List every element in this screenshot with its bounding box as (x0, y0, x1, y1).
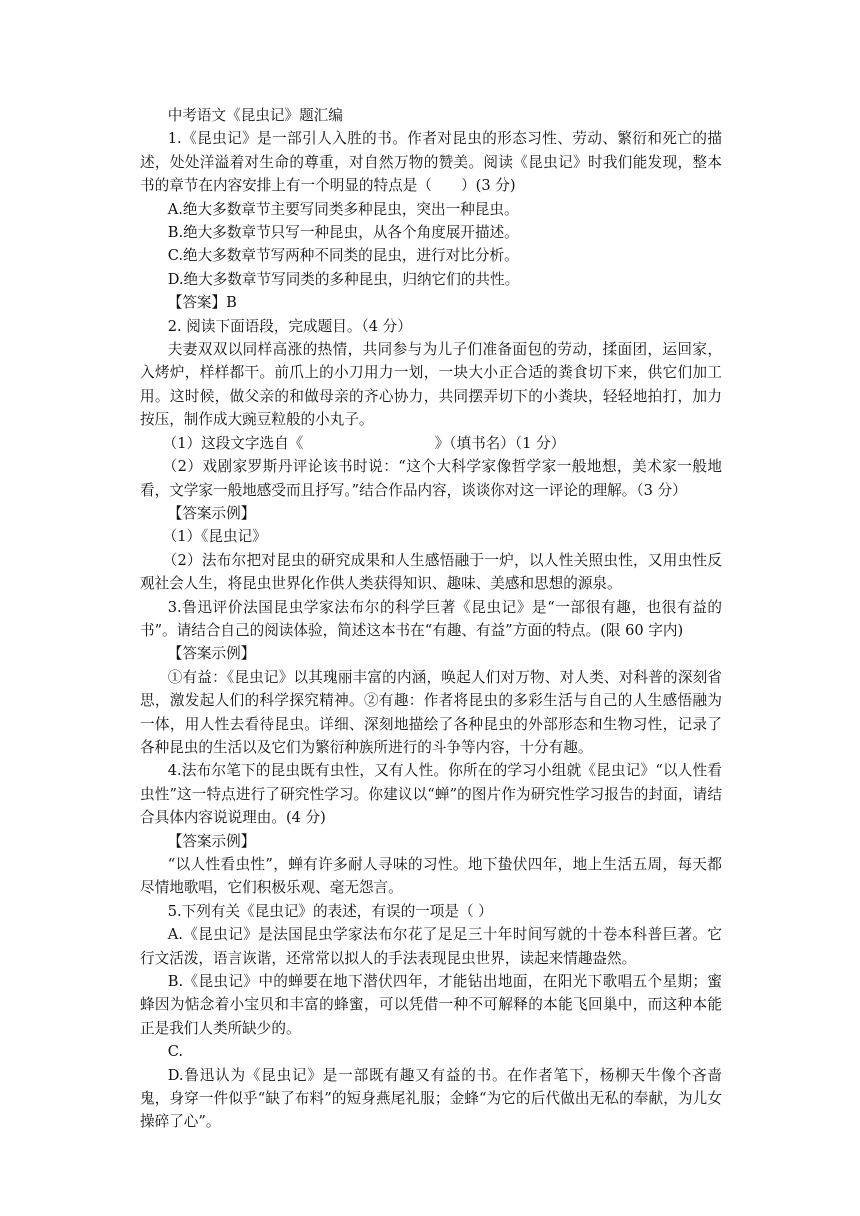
question-4-stem: 4.法布尔笔下的昆虫既有虫性，又有人性。你所在的学习小组就《昆虫记》“以人性看虫性”这一特点进行了研究性学习。你建议以“蝉”的图片作为研究性学习报告的封面，请结合具体内容说说理由。(4 分) (140, 762, 722, 827)
question-5-option-a: A.《昆虫记》是法国昆虫学家法布尔花了足足三十年时间写就的十卷本科普巨著。它行文活泼，语言诙谐，还常常以拟人的手法表现昆虫世界，读起来情趣盎然。 (140, 926, 722, 967)
document-body (140, 104, 722, 1134)
question-5-stem: 5.下列有关《昆虫记》的表述，有误的一项是（ ） (167, 902, 493, 920)
question-2-answer-label: 【答案示例】 (167, 504, 256, 522)
question-2-passage: 夫妻双双以同样高涨的热情，共同参与为儿子们准备面包的劳动，揉面团，运回家，入烤炉，样样都干。前爪上的小刀用力一划，一块大小正合适的粪食切下来，供它们加工用。这时候，做父亲的和做母亲的齐心协力，共同摆弄切下的小粪块，轻轻地拍打，加力按压，制作成大豌豆粒般的小丸子。 (140, 341, 722, 429)
question-3-stem: 3.鲁迅评价法国昆虫学家法布尔的科学巨著《昆虫记》是“一部很有趣，也很有益的书”。请结合自己的阅读体验，简述这本书在“有趣、有益”方面的特点。(限 60 字内) (140, 598, 722, 639)
question-2-sub-1: （1）这段文字选自《 》（填书名）（1 分） (162, 434, 566, 452)
question-2-sub-2: （2）戏剧家罗斯丹评论该书时说：“这个大科学家像哲学家一般地想，美术家一般地看，文学家一般地感受而且抒写。”结合作品内容，谈谈你对这一评论的理解。（3 分） (140, 458, 722, 499)
question-1-answer: 【答案】B (167, 294, 237, 312)
question-3-answer-label: 【答案示例】 (167, 645, 256, 663)
question-5-option-b: B.《昆虫记》中的蝉要在地下潜伏四年，才能钻出地面，在阳光下歌唱五个星期；蜜蜂因为惦念着小宝贝和丰富的蜂蜜，可以凭借一种不可解释的本能飞回巢中，而这种本能正是我们人类所缺少的。 (140, 973, 722, 1037)
question-4-answer: “以人性看虫性”，蝉有许多耐人寻味的习性。地下蛰伏四年，地上生活五周，每天都尽情地歌唱，它们积极乐观、毫无怨言。 (140, 856, 722, 897)
question-5-option-c: C. (167, 1043, 184, 1061)
question-2-stem: 2. 阅读下面语段，完成题目。（4 分） (167, 317, 412, 335)
question-1-option-b: B.绝大多数章节只写一种昆虫，从各个角度展开描述。 (167, 224, 519, 242)
question-1-stem: 1.《昆虫记》是一部引人入胜的书。作者对昆虫的形态习性、劳动、繁衍和死亡的描述，处处洋溢着对生命的尊重，对自然万物的赞美。阅读《昆虫记》时我们能发现，整本书的章节在内容安排上有一个明显的特点是（ ）(3 分) (140, 130, 722, 195)
question-1-option-a: A.绝大多数章节主要写同类多种昆虫，突出一种昆虫。 (167, 200, 519, 218)
question-1-option-c: C.绝大多数章节写两种不同类的昆虫，进行对比分析。 (167, 247, 519, 265)
document-title: 中考语文《昆虫记》题汇编 (167, 107, 343, 124)
question-5-option-d: D.鲁迅认为《昆虫记》是一部既有趣又有益的书。在作者笔下，杨柳天牛像个吝啬鬼，身穿一件似乎“缺了布料”的短身燕尾礼服；金蜂“为它的后代做出无私的奉献，为儿女操碎了心”。 (140, 1066, 722, 1131)
question-1-option-d: D.绝大多数章节写同类的多种昆虫，归纳它们的共性。 (167, 270, 520, 288)
question-3-answer: ①有益：《昆虫记》以其瑰丽丰富的内涵，唤起人们对万物、对人类、对科普的深刻省思，激发起人们的科学探究精神。②有趣：作者将昆虫的多彩生活与自己的人生感悟融为一体，用人性去看待昆虫。详细、深刻地描绘了各种昆虫的外部形态和生物习性，记录了各种昆虫的生活以及它们为繁衍种族所进行的斗争等内容，十分有趣。 (140, 668, 722, 756)
question-2-answer-1: （1）《昆虫记》 (162, 528, 267, 546)
question-4-answer-label: 【答案示例】 (167, 832, 256, 850)
question-2-answer-2: （2）法布尔把对昆虫的研究成果和人生感悟融于一炉，以人性关照虫性，又用虫性反观社会人生，将昆虫世界化作供人类获得知识、趣味、美感和思想的源泉。 (140, 551, 722, 593)
